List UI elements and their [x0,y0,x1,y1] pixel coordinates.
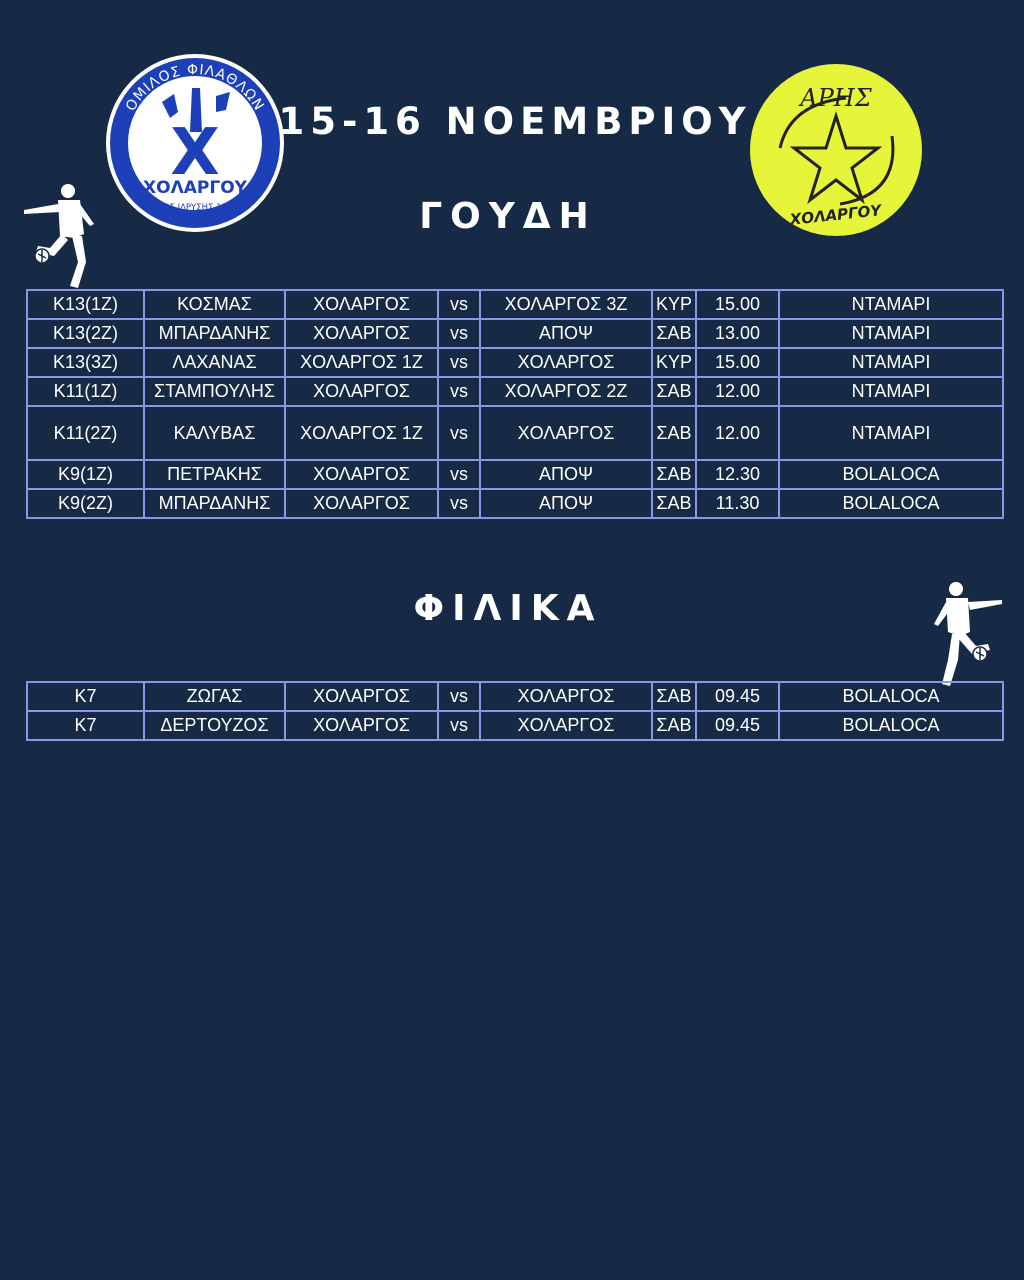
table-row [27,406,1003,460]
football-player-icon [20,182,100,290]
time-cell: 12.00 [696,406,779,460]
time-cell: 13.00 [696,319,779,348]
coach-cell: ΛΑΧΑΝΑΣ [144,348,285,377]
coach-cell: ΖΩΓΑΣ [144,682,285,711]
venue-cell: BOLALOCA [779,460,1003,489]
category-cell: Κ13(3Ζ) [27,348,144,377]
venue-cell: BOLALOCA [779,711,1003,740]
vs-cell: vs [438,682,480,711]
table-row [27,682,1003,711]
coach-cell: ΚΟΣΜΑΣ [144,290,285,319]
coach-cell: ΔΕΡΤΟΥΖΟΣ [144,711,285,740]
time-cell: 12.30 [696,460,779,489]
away-team-cell: ΑΠΟΨ [480,319,652,348]
away-team-cell: ΧΟΛΑΡΓΟΣ [480,682,652,711]
vs-cell: vs [438,460,480,489]
category-cell: Κ11(1Ζ) [27,377,144,406]
day-cell: ΣΑΒ [652,489,696,518]
home-team-cell: ΧΟΛΑΡΓΟΣ [285,460,438,489]
table-row [27,377,1003,406]
friendly-schedule-table [26,681,1004,741]
venue-cell: ΝΤΑΜΑΡΙ [779,406,1003,460]
category-cell: Κ13(2Ζ) [27,319,144,348]
day-cell: ΣΑΒ [652,377,696,406]
venue-cell: ΝΤΑΜΑΡΙ [779,377,1003,406]
vs-cell: vs [438,319,480,348]
time-cell: 12.00 [696,377,779,406]
day-cell: ΣΑΒ [652,319,696,348]
time-cell: 09.45 [696,711,779,740]
friendly-section-title: ΦΙΛΙΚΑ [413,588,603,629]
category-cell: Κ7 [27,682,144,711]
league-section-title: ΓΟΥΔΗ [419,196,597,237]
category-cell: Κ11(2Ζ) [27,406,144,460]
time-cell: 15.00 [696,290,779,319]
time-cell: 15.00 [696,348,779,377]
category-cell: Κ7 [27,711,144,740]
aris-logo-top-text: ΑΡΗΣ [800,84,872,112]
venue-cell: BOLALOCA [779,489,1003,518]
category-cell: Κ9(2Ζ) [27,489,144,518]
home-team-cell: ΧΟΛΑΡΓΟΣ [285,290,438,319]
away-team-cell: ΧΟΛΑΡΓΟΣ [480,406,652,460]
vs-cell: vs [438,290,480,319]
date-title: 15-16 ΝΟΕΜΒΡΙΟΥ [278,100,752,143]
vs-cell: vs [438,377,480,406]
day-cell: ΚΥΡ [652,348,696,377]
away-team-cell: ΧΟΛΑΡΓΟΣ 3Ζ [480,290,652,319]
table-row [27,711,1003,740]
venue-cell: ΝΤΑΜΑΡΙ [779,319,1003,348]
home-team-cell: ΧΟΛΑΡΓΟΣ 1Ζ [285,406,438,460]
venue-cell: ΝΤΑΜΑΡΙ [779,290,1003,319]
venue-cell: ΝΤΑΜΑΡΙ [779,348,1003,377]
category-cell: Κ13(1Ζ) [27,290,144,319]
day-cell: ΣΑΒ [652,682,696,711]
table-row [27,319,1003,348]
away-team-cell: ΑΠΟΨ [480,460,652,489]
category-cell: Κ9(1Ζ) [27,460,144,489]
away-team-cell: ΧΟΛΑΡΓΟΣ 2Ζ [480,377,652,406]
home-team-cell: ΧΟΛΑΡΓΟΣ 1Ζ [285,348,438,377]
home-team-cell: ΧΟΛΑΡΓΟΣ [285,377,438,406]
coach-cell: ΜΠΑΡΔΑΝΗΣ [144,489,285,518]
time-cell: 09.45 [696,682,779,711]
football-player-icon [930,580,1004,686]
logo-founded: ΕΤΟΣ ΙΔΡΥΣΗΣ 1947 [152,203,238,213]
home-team-cell: ΧΟΛΑΡΓΟΣ [285,489,438,518]
away-team-cell: ΑΠΟΨ [480,489,652,518]
vs-cell: vs [438,406,480,460]
table-row [27,290,1003,319]
day-cell: ΣΑΒ [652,460,696,489]
league-schedule-table [26,289,1004,519]
logo-club-name: ΧΟΛΑΡΓΟΥ [143,178,247,198]
logo-ring-text: ΟΜΙΛΟΣ ΦΙΛΑΘΛΩΝ [122,61,268,115]
venue-cell: BOLALOCA [779,682,1003,711]
day-cell: ΚΥΡ [652,290,696,319]
home-team-cell: ΧΟΛΑΡΓΟΣ [285,319,438,348]
table-row [27,460,1003,489]
day-cell: ΣΑΒ [652,406,696,460]
home-team-cell: ΧΟΛΑΡΓΟΣ [285,711,438,740]
day-cell: ΣΑΒ [652,711,696,740]
vs-cell: vs [438,348,480,377]
aris-logo-bottom-text: ΧΟΛΑΡΓΟΥ [788,201,883,229]
time-cell: 11.30 [696,489,779,518]
logo-letter: Χ [170,116,220,190]
table-row [27,348,1003,377]
away-team-cell: ΧΟΛΑΡΓΟΣ [480,348,652,377]
coach-cell: ΜΠΑΡΔΑΝΗΣ [144,319,285,348]
coach-cell: ΠΕΤΡΑΚΗΣ [144,460,285,489]
home-team-cell: ΧΟΛΑΡΓΟΣ [285,682,438,711]
table-row [27,489,1003,518]
coach-cell: ΚΑΛΥΒΑΣ [144,406,285,460]
away-team-cell: ΧΟΛΑΡΓΟΣ [480,711,652,740]
vs-cell: vs [438,489,480,518]
coach-cell: ΣΤΑΜΠΟΥΛΗΣ [144,377,285,406]
vs-cell: vs [438,711,480,740]
